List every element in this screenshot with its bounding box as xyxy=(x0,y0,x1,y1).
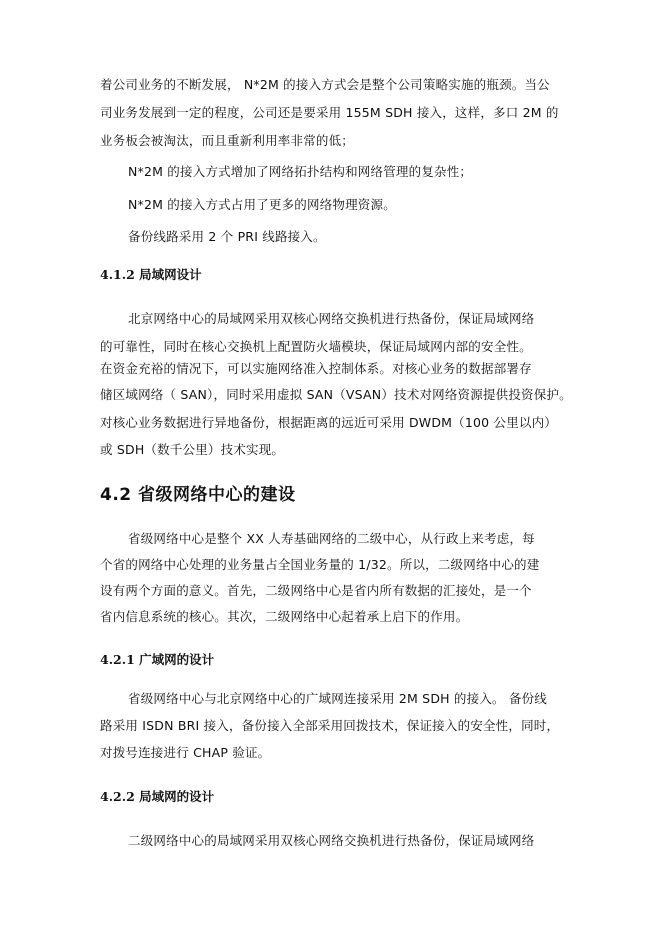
paragraph-line: 司业务发展到一定的程度，公司还是要采用 155M SDH 接入，这样，多口 2M 的 xyxy=(100,105,559,120)
paragraph-line: 或 SDH（数千公里）技术实现。 xyxy=(100,442,285,457)
paragraph-line: 储区域网络（ SAN），同时采用虚拟 SAN（VSAN）技术对网络资源提供投资保护。 xyxy=(100,387,572,402)
section-heading-4-1-2: 4.1.2 局域网设计 xyxy=(100,267,202,282)
paragraph-line: 着公司业务的不断发展， N*2M 的接入方式会是整个公司策略实施的瓶颈。当公 xyxy=(100,77,550,92)
paragraph-line: 的可靠性，同时在核心交换机上配置防火墙模块，保证局域网内部的安全性。 xyxy=(100,339,532,354)
section-heading-4-2-1: 4.2.1 广域网的设计 xyxy=(100,652,215,667)
paragraph-line: 业务板会被淘汰，而且重新利用率非常的低； xyxy=(100,133,355,148)
paragraph-line: 设有两个方面的意义。首先，二级网络中心是省内所有数据的汇接处，是一个 xyxy=(100,583,532,598)
paragraph-line: 路采用 ISDN BRI 接入，备份接入全部采用回拨技术，保证接入的安全性，同时， xyxy=(100,718,560,733)
paragraph-line: N*2M 的接入方式增加了网络拓扑结构和网络管理的复杂性； xyxy=(128,164,473,179)
paragraph-line: 北京网络中心的局域网采用双核心网络交换机进行热备份，保证局域网络 xyxy=(128,311,535,326)
section-heading-4-2: 4.2 省级网络中心的建设 xyxy=(100,485,296,505)
paragraph-line: 省级网络中心是整个 XX 人寿基础网络的二级中心，从行政上来考虑，每 xyxy=(128,531,535,546)
paragraph-line: 对拨号连接进行 CHAP 验证。 xyxy=(100,745,271,760)
paragraph-line: 备份线路采用 2 个 PRI 线路接入。 xyxy=(128,229,326,244)
paragraph-line: 个省的网络中心处理的业务量占全国业务量的 1/32。所以，二级网络中心的建 xyxy=(100,557,540,572)
paragraph-line: 省内信息系统的核心。其次，二级网络中心起着承上启下的作用。 xyxy=(100,609,469,624)
paragraph-line: N*2M 的接入方式占用了更多的网络物理资源。 xyxy=(128,197,396,212)
section-heading-4-2-2: 4.2.2 局域网的设计 xyxy=(100,789,215,804)
paragraph-line: 对核心业务数据进行异地备份，根据距离的远近可采用 DWDM（100 公里以内） xyxy=(100,415,558,430)
paragraph-line: 省级网络中心与北京网络中心的广域网连接采用 2M SDH 的接入。 备份线 xyxy=(128,691,547,706)
paragraph-line: 二级网络中心的局域网采用双核心网络交换机进行热备份，保证局域网络 xyxy=(128,833,535,848)
paragraph-line: 在资金充裕的情况下，可以实施网络准入控制体系。对核心业务的数据部署存 xyxy=(100,361,532,376)
